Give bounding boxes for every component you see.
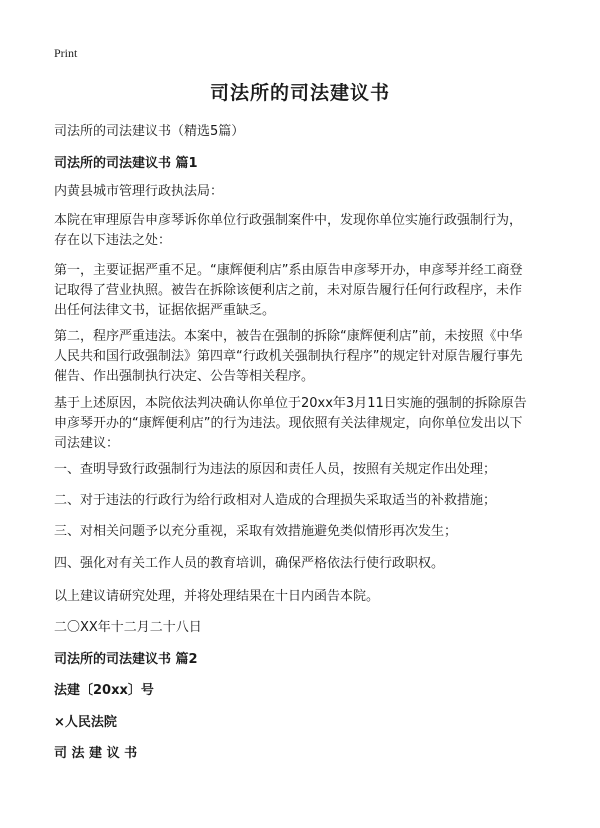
suggestion-item-4: 四、强化对有关工作人员的教育培训，确保严格依法行使行政职权。 bbox=[54, 556, 445, 571]
paragraph-intro bbox=[54, 211, 554, 251]
paragraph-line: 第二，程序严重违法。本案中，被告在强制的拆除“康辉便利店”前，未按照《中华 bbox=[54, 329, 523, 344]
court-name: ×人民法院 bbox=[54, 715, 117, 730]
suggestion-item-1: 一、查明导致行政强制行为违法的原因和责任人员，按照有关规定作出处理； bbox=[54, 462, 497, 477]
paragraph-line: 申彦琴开办的“康辉便利店”的行为违法。现依照有关法律规定，向你单位发出以下 bbox=[54, 416, 523, 431]
section-2-heading: 司法所的司法建议书 篇2 bbox=[54, 652, 198, 667]
paragraph-line: 本院在审理原告申彦琴诉你单位行政强制案件中，发现你单位实施行政强制行为， bbox=[54, 213, 523, 228]
paragraph-line: 司法建议： bbox=[54, 436, 120, 451]
paragraph-line: 人民共和国行政强制法》第四章“行政机关强制执行程序”的规定针对原告履行事先 bbox=[54, 349, 523, 364]
paragraph-line: 记取得了营业执照。被告在拆除该便利店之前，未对原告履行任何行政程序，未作 bbox=[54, 283, 523, 298]
paragraph-line: 基于上述原因，本院依法判决确认你单位于20xx年3月11日实施的强制的拆除原告 bbox=[54, 396, 527, 411]
document-title: 司法所的司法建议书 bbox=[209, 82, 390, 104]
closing-statement: 以上建议请研究处理，并将处理结果在十日内函告本院。 bbox=[54, 589, 380, 604]
paragraph-line: 第一，主要证据严重不足。“康辉便利店”系由原告申彦琴开办，申彦琴并经工商登 bbox=[54, 263, 523, 278]
sub-document-title: 司 法 建 议 书 bbox=[54, 746, 138, 761]
section-1-heading: 司法所的司法建议书 篇1 bbox=[54, 156, 198, 171]
print-label: Print bbox=[54, 46, 78, 60]
suggestion-item-2: 二、对于违法的行政行为给行政相对人造成的合理损失采取适当的补救措施； bbox=[54, 493, 497, 508]
paragraph-basis bbox=[54, 394, 554, 454]
addressee: 内黄县城市管理行政执法局： bbox=[54, 184, 224, 199]
document-subtitle: 司法所的司法建议书（精选5篇） bbox=[54, 124, 245, 139]
document-date: 二〇XX年十二月二十八日 bbox=[54, 620, 202, 635]
paragraph-second bbox=[54, 327, 554, 387]
paragraph-line: 出任何法律文书，证据依据严重缺乏。 bbox=[54, 303, 276, 318]
suggestion-item-3: 三、对相关问题予以充分重视，采取有效措施避免类似情形再次发生； bbox=[54, 524, 458, 539]
document-number: 法建〔20xx〕号 bbox=[54, 683, 154, 698]
paragraph-line: 催告、作出强制执行决定、公告等相关程序。 bbox=[54, 369, 315, 384]
paragraph-line: 存在以下违法之处： bbox=[54, 233, 172, 248]
paragraph-first bbox=[54, 261, 554, 321]
